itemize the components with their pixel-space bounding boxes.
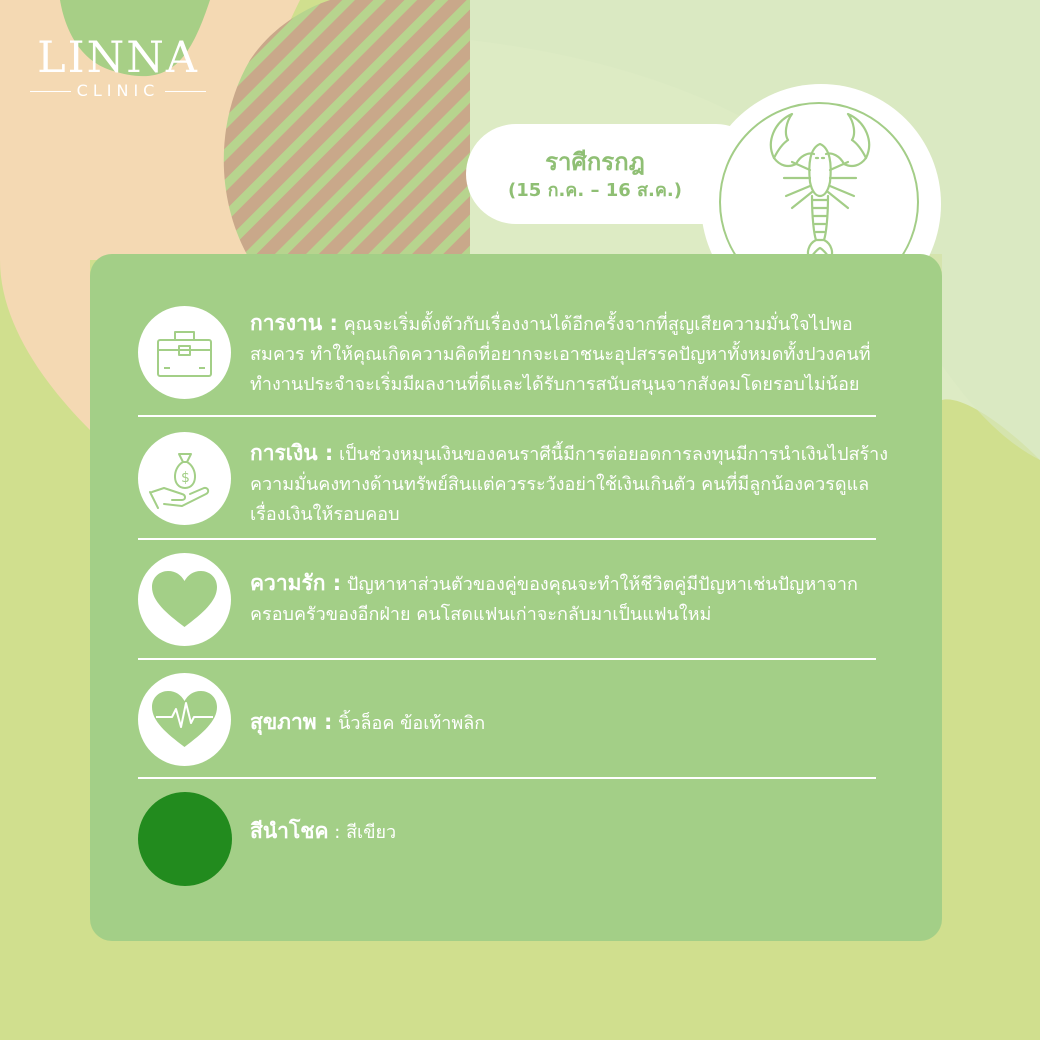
lobster-icon — [752, 108, 888, 266]
heart-icon — [138, 553, 231, 646]
love-description: ปัญหาหาส่วนตัวของคู่ของคุณจะทำให้ชีวิตคู่มีปัญหาเช่นปัญหาจากครอบครัวของอีกฝ่าย คนโสดแฟนเก่าจะกลับมาเป็นแฟนใหม่ — [250, 574, 858, 625]
love-label: ความรัก : — [250, 571, 342, 595]
money-description: เป็นช่วงหมุนเงินของคนราศีนี้มีการต่อยอดการลงทุนมีการนำเงินไปสร้างความมั่นคงทางด้านทรัพย์สินแต่ควรระวังอย่าใช้เงินเกินตัว คนที่มีลูกน้องควรดูแลเรื่องเงินให้รอบคอบ — [250, 444, 889, 525]
money-text — [250, 438, 900, 530]
logo-rule-right — [165, 91, 206, 92]
work-text — [250, 308, 900, 400]
svg-text:$: $ — [181, 470, 190, 486]
brand-name: LINNA — [37, 33, 199, 83]
briefcase-icon — [138, 306, 231, 399]
money-icon-circle — [138, 432, 231, 525]
brand-subtitle: CLINIC — [76, 81, 160, 100]
health-text — [250, 707, 900, 739]
heartbeat-icon — [138, 673, 231, 766]
love-text — [250, 568, 900, 630]
lucky-color-text — [250, 816, 900, 848]
divider — [138, 658, 876, 660]
work-icon-circle — [138, 306, 231, 399]
money-label: การเงิน : — [250, 441, 334, 465]
brand-logo — [30, 34, 206, 100]
health-icon-circle — [138, 673, 231, 766]
love-icon-circle — [138, 553, 231, 646]
divider — [138, 415, 876, 417]
lucky-color-value: : สีเขียว — [334, 822, 397, 843]
logo-rule-left — [30, 91, 71, 92]
brand-sub-row — [30, 82, 206, 100]
health-label: สุขภาพ : — [250, 710, 333, 734]
divider — [138, 538, 876, 540]
zodiac-dates: (15 ก.ค. – 16 ส.ค.) — [508, 180, 682, 201]
work-description: คุณจะเริ่มตั้งตัวกับเรื่องงานได้อีกครั้งจากที่สูญเสียความมั่นใจไปพอสมควร ทำให้คุณเกิดความคิดที่อยากจะเอาชนะอุปสรรคปัญหาทั้งหมดทั้งปวงคนที่ทำงานประจำจะเริ่มมีผลงานที่ดีและได้รับการสนับสนุนจากสังคมโดยรอบไม่น้อย — [250, 314, 871, 395]
zodiac-title: ราศีกรกฎ — [545, 148, 645, 176]
title-block — [470, 146, 720, 204]
divider — [138, 777, 876, 779]
lucky-color-label: สีนำโชค — [250, 819, 329, 843]
health-description: นิ้วล็อค ข้อเท้าพลิก — [338, 713, 486, 734]
work-label: การงาน : — [250, 311, 338, 335]
lucky-color-dot — [138, 792, 232, 886]
money-bag-hand-icon — [138, 432, 231, 525]
